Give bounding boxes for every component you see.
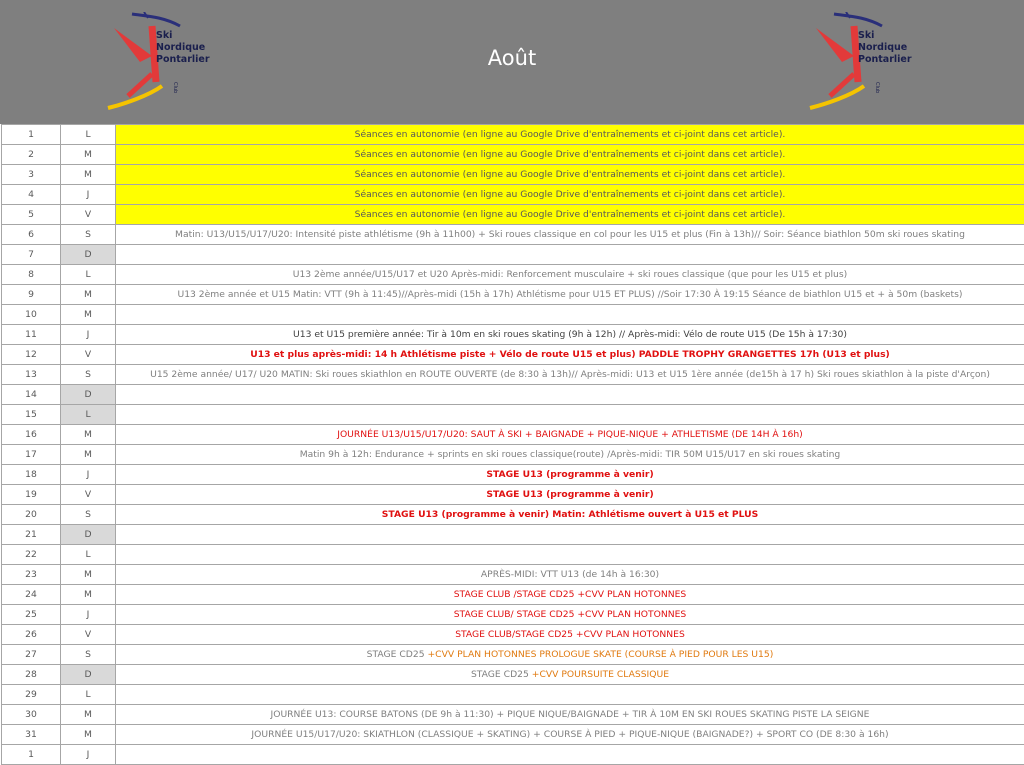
day-number-cell: 16 bbox=[2, 425, 61, 445]
weekday-cell: M bbox=[61, 425, 116, 445]
activity-cell bbox=[116, 565, 1024, 585]
activity-cell bbox=[116, 185, 1024, 205]
weekday-cell: D bbox=[61, 245, 116, 265]
day-number-cell: 31 bbox=[2, 725, 61, 745]
activity-text: U13 et U15 première année: Tir à 10m en ski roues skating (9h à 12h) // Après-midi: Vélo de route U15 (De 15h à 17:30) bbox=[293, 329, 847, 340]
schedule-table bbox=[1, 124, 1024, 765]
activity-cell bbox=[116, 545, 1024, 565]
activity-text: Matin 9h à 12h: Endurance + sprints en ski roues classique(route) /Après-midi: TIR 50M U15/U17 en ski roues skating bbox=[300, 449, 841, 460]
activity-text: U13 et plus après-midi: 14 h Athlétisme piste + Vélo de route U15 et plus) PADDLE TROPHY GRANGETTES 17h (U13 et plus) bbox=[250, 349, 890, 360]
schedule-row bbox=[2, 145, 1024, 165]
weekday-cell: M bbox=[61, 705, 116, 725]
day-number-cell: 26 bbox=[2, 625, 61, 645]
schedule-row bbox=[2, 285, 1024, 305]
schedule-row bbox=[2, 125, 1024, 145]
logo-line-3: Pontarlier bbox=[156, 54, 210, 66]
day-number-cell: 3 bbox=[2, 165, 61, 185]
schedule-row bbox=[2, 625, 1024, 645]
logo-line-1: Ski bbox=[858, 30, 912, 42]
schedule-row bbox=[2, 245, 1024, 265]
club-logo-right bbox=[806, 12, 918, 112]
schedule-row bbox=[2, 445, 1024, 465]
page-header bbox=[0, 0, 1024, 124]
activity-cell bbox=[116, 365, 1024, 385]
activity-text: STAGE CLUB/ STAGE CD25 +CVV PLAN HOTONNES bbox=[454, 609, 687, 620]
weekday-cell: J bbox=[61, 465, 116, 485]
activity-text: STAGE CD25 bbox=[471, 669, 532, 680]
schedule-row bbox=[2, 525, 1024, 545]
activity-cell bbox=[116, 665, 1024, 685]
schedule-row bbox=[2, 325, 1024, 345]
activity-cell bbox=[116, 505, 1024, 525]
schedule-row bbox=[2, 385, 1024, 405]
schedule-row bbox=[2, 565, 1024, 585]
weekday-cell: M bbox=[61, 145, 116, 165]
activity-cell bbox=[116, 465, 1024, 485]
schedule-row bbox=[2, 585, 1024, 605]
schedule-row bbox=[2, 545, 1024, 565]
activity-text: STAGE CLUB /STAGE CD25 +CVV PLAN HOTONNES bbox=[454, 589, 687, 600]
weekday-cell: M bbox=[61, 725, 116, 745]
logo-line-3: Pontarlier bbox=[858, 54, 912, 66]
weekday-cell: D bbox=[61, 385, 116, 405]
weekday-cell: V bbox=[61, 205, 116, 225]
weekday-cell: M bbox=[61, 445, 116, 465]
day-number-cell: 14 bbox=[2, 385, 61, 405]
weekday-cell: J bbox=[61, 745, 116, 765]
weekday-cell: J bbox=[61, 605, 116, 625]
activity-cell bbox=[116, 345, 1024, 365]
logo-line-2: Nordique bbox=[156, 42, 210, 54]
activity-text: U13 2ème année/U15/U17 et U20 Après-midi: Renforcement musculaire + ski roues classique (que pour les U15 et plus) bbox=[293, 269, 848, 280]
activity-cell bbox=[116, 525, 1024, 545]
day-number-cell: 10 bbox=[2, 305, 61, 325]
weekday-cell: L bbox=[61, 125, 116, 145]
activity-text: JOURNÉE U13/U15/U17/U20: SAUT À SKI + BAIGNADE + PIQUE-NIQUE + ATHLETISME (DE 14H À 16h) bbox=[337, 429, 803, 440]
weekday-cell: S bbox=[61, 225, 116, 245]
activity-cell bbox=[116, 305, 1024, 325]
activity-text: Matin: U13/U15/U17/U20: Intensité piste athlétisme (9h à 11h00) + Ski roues classique en col pour les U15 et plus (Fin à 13h)// Soir: Séance biathlon 50m ski roues skating bbox=[175, 229, 965, 240]
activity-highlight-text: +CVV POURSUITE CLASSIQUE bbox=[532, 669, 669, 680]
schedule-row bbox=[2, 225, 1024, 245]
page-title: Août bbox=[0, 46, 1024, 70]
activity-text: Séances en autonomie (en ligne au Google Drive d'entraînements et ci-joint dans cet article). bbox=[355, 169, 786, 180]
day-number-cell: 23 bbox=[2, 565, 61, 585]
day-number-cell: 21 bbox=[2, 525, 61, 545]
weekday-cell: D bbox=[61, 525, 116, 545]
day-number-cell: 7 bbox=[2, 245, 61, 265]
day-number-cell: 11 bbox=[2, 325, 61, 345]
schedule-row bbox=[2, 725, 1024, 745]
schedule-row bbox=[2, 425, 1024, 445]
weekday-cell: D bbox=[61, 665, 116, 685]
day-number-cell: 12 bbox=[2, 345, 61, 365]
activity-cell bbox=[116, 145, 1024, 165]
day-number-cell: 15 bbox=[2, 405, 61, 425]
activity-text: Séances en autonomie (en ligne au Google Drive d'entraînements et ci-joint dans cet article). bbox=[355, 209, 786, 220]
activity-cell bbox=[116, 585, 1024, 605]
activity-cell bbox=[116, 205, 1024, 225]
day-number-cell: 13 bbox=[2, 365, 61, 385]
day-number-cell: 17 bbox=[2, 445, 61, 465]
activity-text: STAGE CD25 bbox=[367, 649, 428, 660]
weekday-cell: L bbox=[61, 265, 116, 285]
activity-cell bbox=[116, 285, 1024, 305]
activity-cell bbox=[116, 625, 1024, 645]
schedule-row bbox=[2, 365, 1024, 385]
day-number-cell: 1 bbox=[2, 125, 61, 145]
activity-cell bbox=[116, 165, 1024, 185]
day-number-cell: 22 bbox=[2, 545, 61, 565]
schedule-row bbox=[2, 685, 1024, 705]
day-number-cell: 24 bbox=[2, 585, 61, 605]
activity-cell bbox=[116, 485, 1024, 505]
activity-text: Séances en autonomie (en ligne au Google Drive d'entraînements et ci-joint dans cet article). bbox=[355, 149, 786, 160]
weekday-cell: M bbox=[61, 585, 116, 605]
schedule-row bbox=[2, 505, 1024, 525]
schedule-row bbox=[2, 605, 1024, 625]
activity-cell bbox=[116, 685, 1024, 705]
activity-cell bbox=[116, 385, 1024, 405]
activity-cell bbox=[116, 245, 1024, 265]
weekday-cell: V bbox=[61, 345, 116, 365]
activity-highlight-text: +CVV PLAN HOTONNES PROLOGUE SKATE (COURSE À PIED POUR LES U15) bbox=[427, 649, 773, 660]
schedule-row bbox=[2, 165, 1024, 185]
weekday-cell: M bbox=[61, 285, 116, 305]
activity-cell bbox=[116, 645, 1024, 665]
logo-small-text: Club bbox=[874, 82, 880, 93]
weekday-cell: V bbox=[61, 485, 116, 505]
day-number-cell: 27 bbox=[2, 645, 61, 665]
day-number-cell: 20 bbox=[2, 505, 61, 525]
schedule-row bbox=[2, 345, 1024, 365]
schedule-row bbox=[2, 485, 1024, 505]
day-number-cell: 9 bbox=[2, 285, 61, 305]
schedule-row bbox=[2, 405, 1024, 425]
day-number-cell: 18 bbox=[2, 465, 61, 485]
activity-text: U15 2ème année/ U17/ U20 MATIN: Ski roues skiathlon en ROUTE OUVERTE (de 8:30 à 13h)// Après-midi: U13 et U15 1ère année (de15h à 17 h) Ski roues skiathlon à la piste d'Arçon) bbox=[150, 369, 990, 380]
activity-cell bbox=[116, 225, 1024, 245]
activity-cell bbox=[116, 125, 1024, 145]
activity-cell bbox=[116, 265, 1024, 285]
day-number-cell: 5 bbox=[2, 205, 61, 225]
day-number-cell: 4 bbox=[2, 185, 61, 205]
weekday-cell: S bbox=[61, 505, 116, 525]
day-number-cell: 8 bbox=[2, 265, 61, 285]
activity-text: STAGE U13 (programme à venir) bbox=[486, 469, 653, 480]
weekday-cell: M bbox=[61, 165, 116, 185]
weekday-cell: S bbox=[61, 645, 116, 665]
weekday-cell: J bbox=[61, 185, 116, 205]
activity-text: STAGE CLUB/STAGE CD25 +CVV PLAN HOTONNES bbox=[455, 629, 685, 640]
day-number-cell: 25 bbox=[2, 605, 61, 625]
activity-cell bbox=[116, 705, 1024, 725]
weekday-cell: L bbox=[61, 685, 116, 705]
logo-small-text: Club bbox=[172, 82, 178, 93]
schedule-row bbox=[2, 265, 1024, 285]
day-number-cell: 28 bbox=[2, 665, 61, 685]
day-number-cell: 1 bbox=[2, 745, 61, 765]
activity-cell bbox=[116, 405, 1024, 425]
activity-cell bbox=[116, 605, 1024, 625]
day-number-cell: 29 bbox=[2, 685, 61, 705]
logo-line-2: Nordique bbox=[858, 42, 912, 54]
activity-text: Séances en autonomie (en ligne au Google Drive d'entraînements et ci-joint dans cet article). bbox=[355, 129, 786, 140]
activity-text: JOURNÉE U15/U17/U20: SKIATHLON (CLASSIQUE + SKATING) + COURSE À PIED + PIQUE-NIQUE (BAIGNADE?) + SPORT CO (DE 8:30 à 16h) bbox=[251, 729, 888, 740]
schedule-row bbox=[2, 185, 1024, 205]
weekday-cell: M bbox=[61, 565, 116, 585]
activity-text: STAGE U13 (programme à venir) bbox=[486, 489, 653, 500]
activity-cell bbox=[116, 445, 1024, 465]
schedule-row bbox=[2, 705, 1024, 725]
schedule-row bbox=[2, 205, 1024, 225]
day-number-cell: 19 bbox=[2, 485, 61, 505]
schedule-row bbox=[2, 645, 1024, 665]
weekday-cell: L bbox=[61, 405, 116, 425]
activity-cell bbox=[116, 425, 1024, 445]
schedule-row bbox=[2, 465, 1024, 485]
day-number-cell: 30 bbox=[2, 705, 61, 725]
schedule-row bbox=[2, 665, 1024, 685]
weekday-cell: L bbox=[61, 545, 116, 565]
day-number-cell: 2 bbox=[2, 145, 61, 165]
activity-text: Séances en autonomie (en ligne au Google Drive d'entraînements et ci-joint dans cet article). bbox=[355, 189, 786, 200]
day-number-cell: 6 bbox=[2, 225, 61, 245]
weekday-cell: M bbox=[61, 305, 116, 325]
activity-cell bbox=[116, 725, 1024, 745]
activity-text: U13 2ème année et U15 Matin: VTT (9h à 11:45)//Après-midi (15h à 17h) Athlétisme pour U15 ET PLUS) //Soir 17:30 À 19:15 Séance de biathlon U15 et + à 50m (baskets) bbox=[177, 289, 962, 300]
activity-text: JOURNÉE U13: COURSE BATONS (DE 9h à 11:30) + PIQUE NIQUE/BAIGNADE + TIR À 10M EN SKI ROUES SKATING PISTE LA SEIGNE bbox=[271, 709, 870, 720]
weekday-cell: V bbox=[61, 625, 116, 645]
weekday-cell: S bbox=[61, 365, 116, 385]
activity-text: STAGE U13 (programme à venir) Matin: Athlétisme ouvert à U15 et PLUS bbox=[382, 509, 758, 520]
schedule-row bbox=[2, 305, 1024, 325]
logo-line-1: Ski bbox=[156, 30, 210, 42]
weekday-cell: J bbox=[61, 325, 116, 345]
activity-text: APRÈS-MIDI: VTT U13 (de 14h à 16:30) bbox=[481, 569, 659, 580]
activity-cell bbox=[116, 325, 1024, 345]
